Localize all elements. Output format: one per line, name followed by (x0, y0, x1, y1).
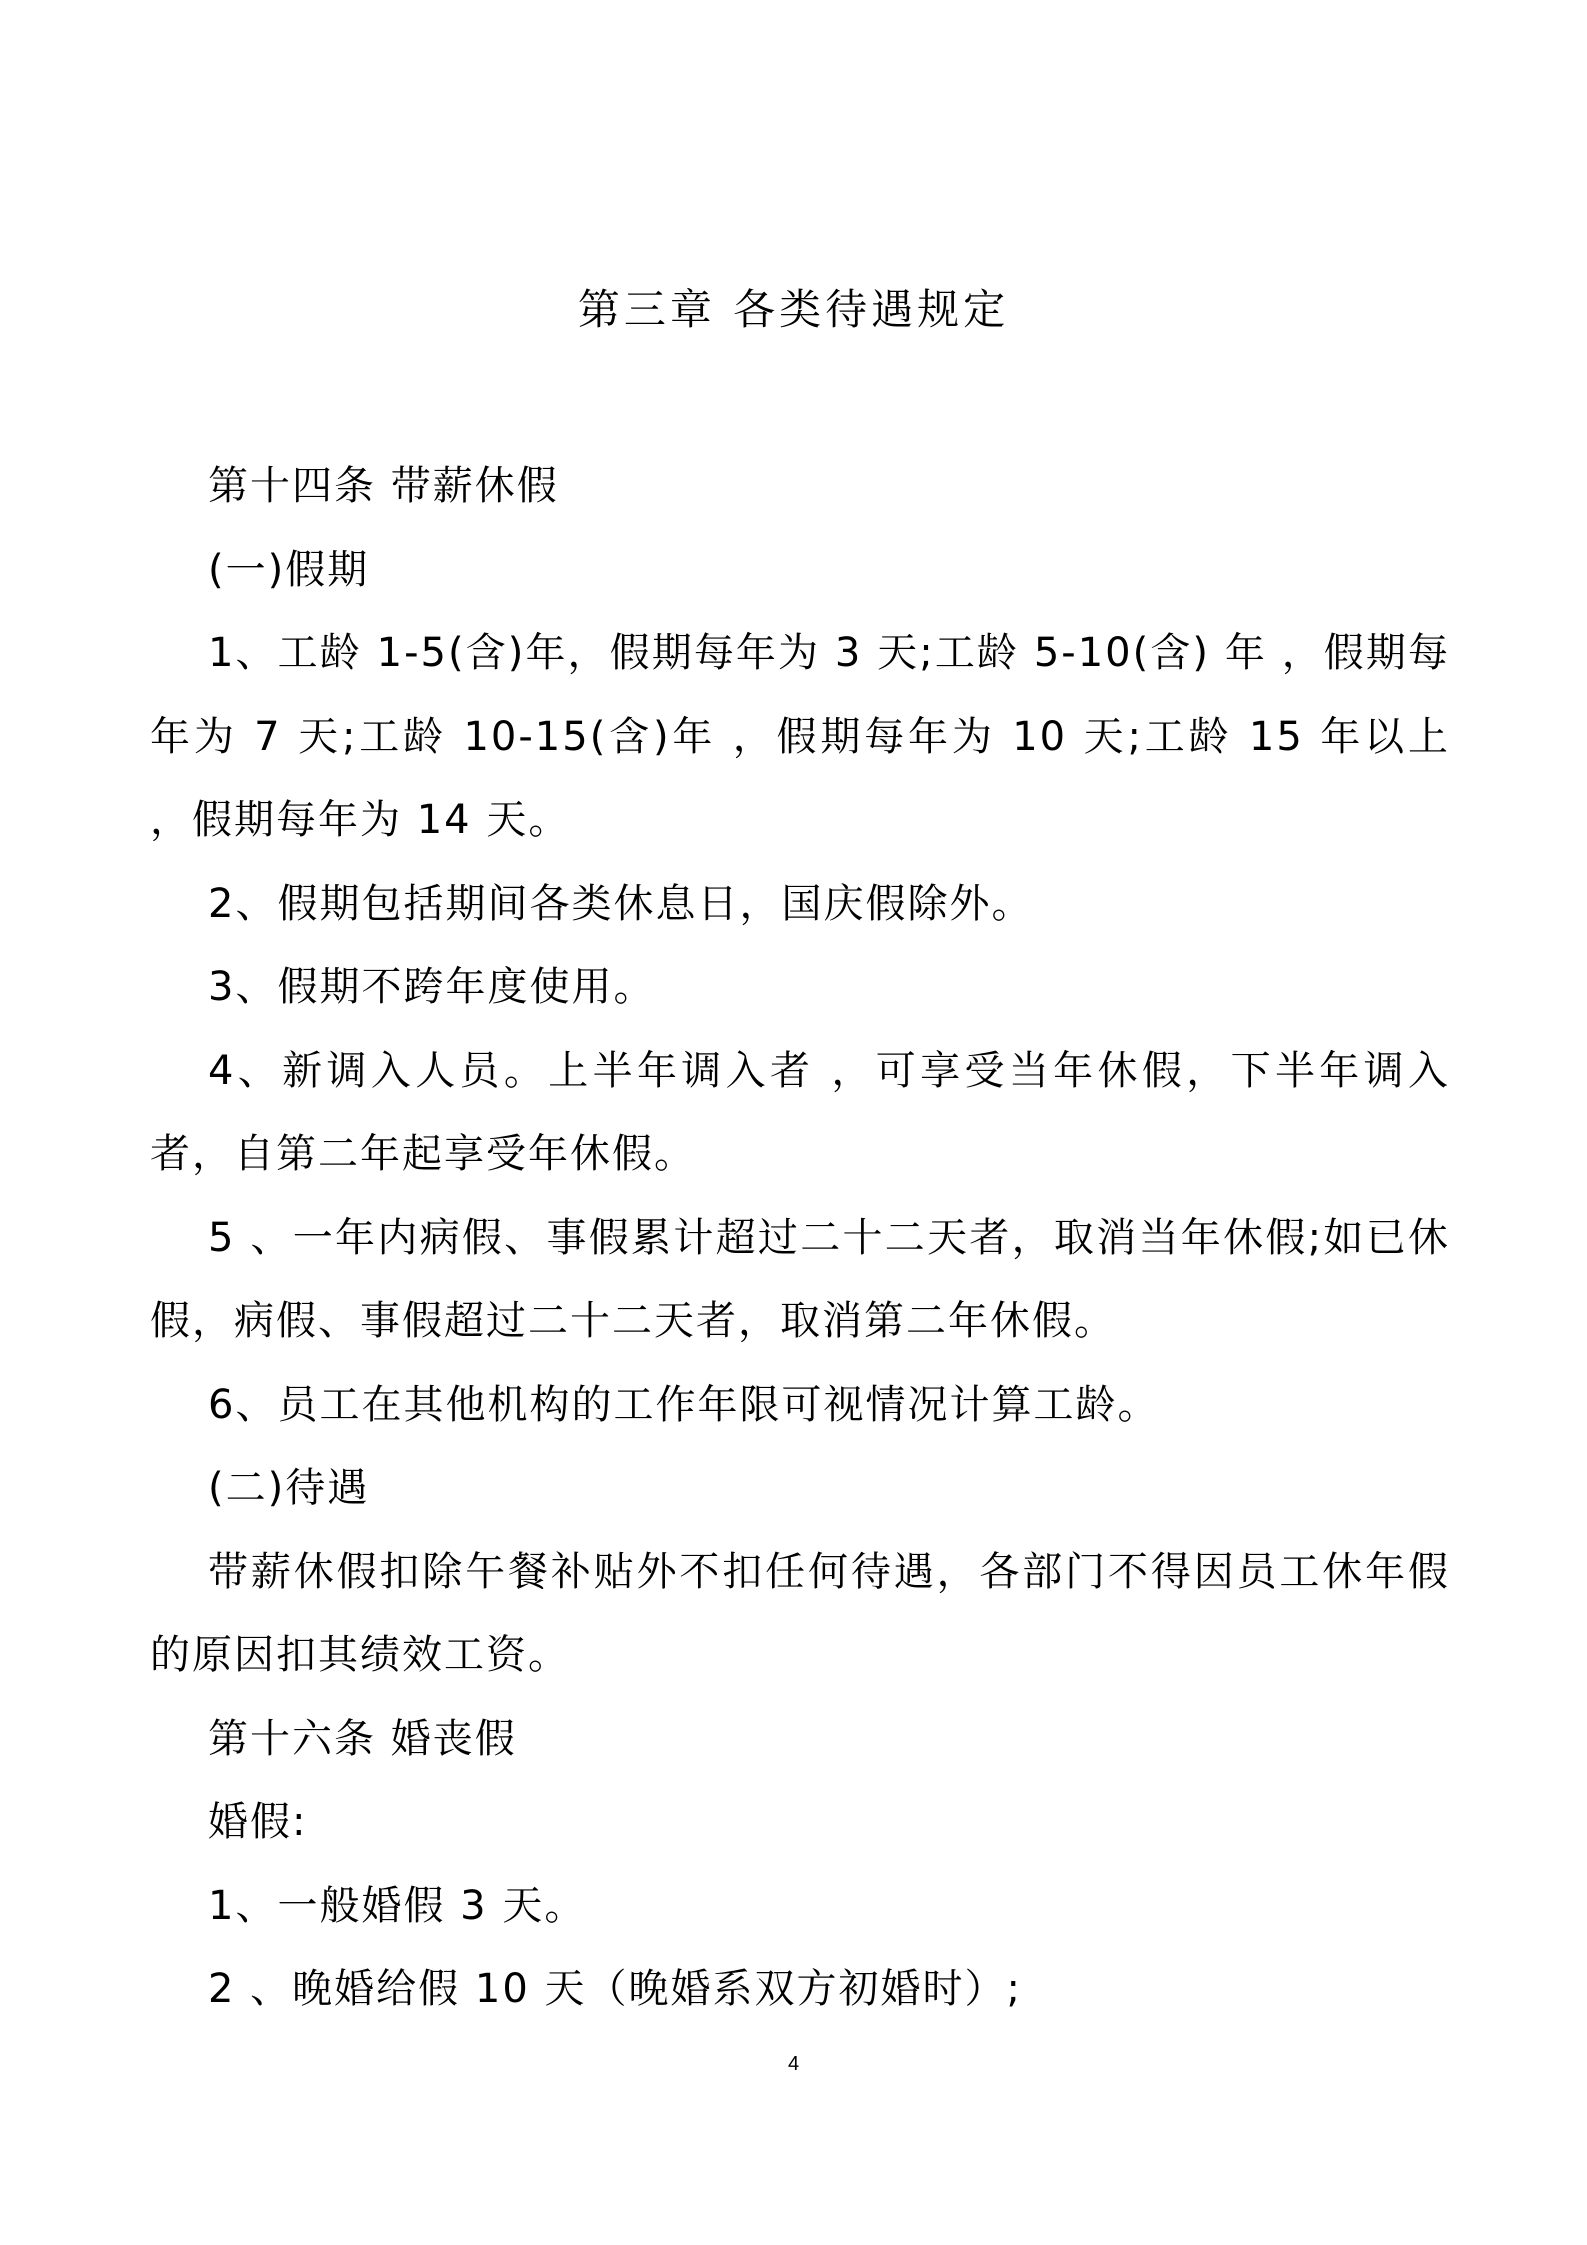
article-heading-16: 第十六条 婚丧假 (208, 1715, 517, 1762)
paragraph-5: 5 、一年内病假、事假累计超过二十二天者，取消当年休假;如已休假，病假、事假超过二十二天者，取消第二年休假。 (150, 1214, 1450, 1344)
paragraph-3: 3、假期不跨年度使用。 (208, 964, 656, 1010)
document-body (150, 445, 1450, 2032)
section-heading-leave: (一)假期 (208, 546, 370, 593)
paragraph-2: 2、假期包括期间各类休息日，国庆假除外。 (208, 880, 1034, 927)
sub-heading-marriage-leave: 婚假: (208, 1799, 308, 1845)
paragraph-treatment: 带薪休假扣除午餐补贴外不扣任何待遇，各部门不得因员工休年假的原因扣其绩效工资。 (150, 1548, 1450, 1678)
paragraph-4: 4、新调入人员。上半年调入者 ，可享受当年休假，下半年调入者，自第二年起享受年休假。 (150, 1047, 1450, 1177)
section-heading-treatment: (二)待遇 (208, 1465, 370, 1511)
paragraph-marriage-2: 2 、晚婚给假 10 天（晚婚系双方初婚时）; (208, 1966, 1022, 2012)
paragraph-marriage-1: 1、一般婚假 3 天。 (208, 1882, 587, 1929)
article-heading-14: 第十四条 带薪休假 (208, 463, 559, 509)
paragraph-6: 6、员工在其他机构的工作年限可视情况计算工龄。 (208, 1381, 1160, 1428)
chapter-title: 第三章 各类待遇规定 (577, 285, 1010, 334)
page-number: 4 (787, 2053, 800, 2075)
paragraph-1: 1、工龄 1-5(含)年，假期每年为 3 天;工龄 5-10(含) 年 ，假期每年为 7 天;工龄 10-15(含)年 ，假期每年为 10 天;工龄 15 年以上 ，假期每年为 14 天。 (150, 630, 1450, 843)
